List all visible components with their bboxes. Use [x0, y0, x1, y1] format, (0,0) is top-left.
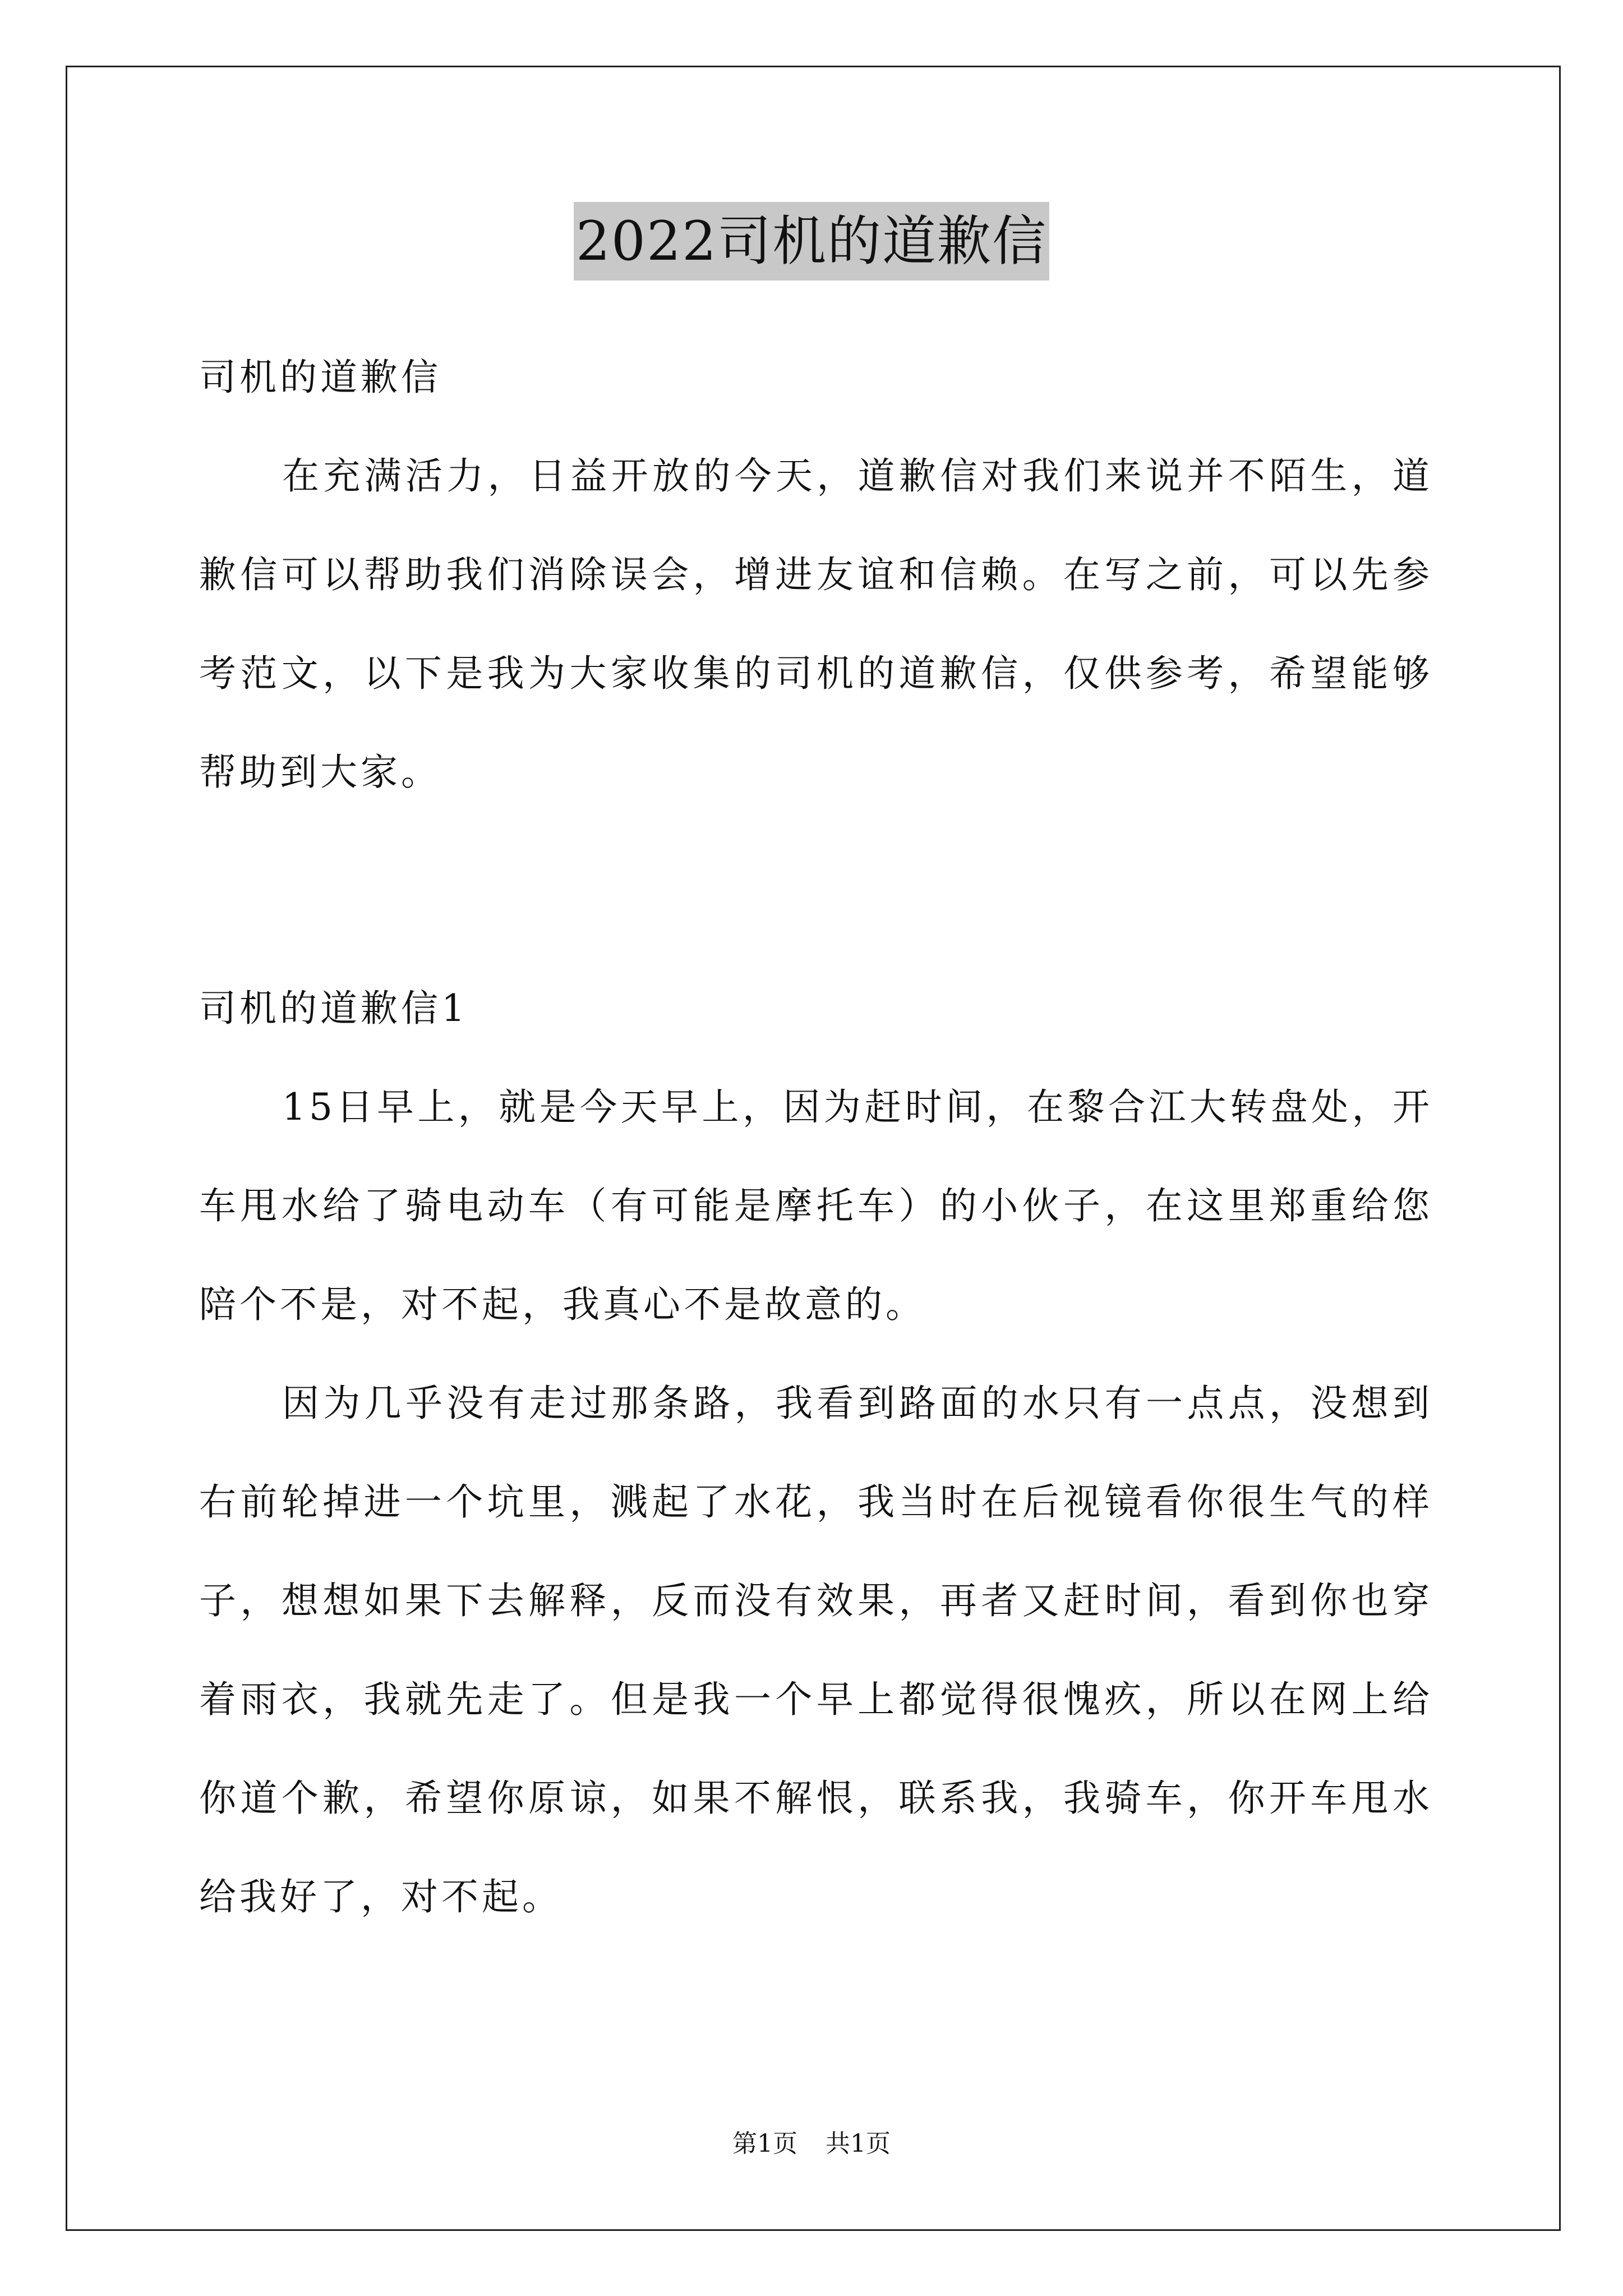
page-number-current: 第1页: [732, 2129, 797, 2158]
section-1-heading: 司机的道歉信1: [199, 987, 468, 1030]
section-1-paragraph-1: 15日早上，就是今天早上，因为赶时间，在黎合江大转盘处，开车甩水给了骑电动车（有可能是摩托车）的小伙子，在这里郑重给您陪个不是，对不起，我真心不是故意的。: [199, 1085, 1433, 1326]
title-container: [0, 202, 1623, 280]
page-number-total: 共1页: [826, 2129, 891, 2158]
intro-section: [199, 328, 1433, 822]
section-1-paragraph-2: 因为几乎没有走过那条路，我看到路面的水只有一点点，没想到右前轮掉进一个坑里，溅起了水花，我当时在后视镜看你很生气的样子，想想如果下去解释，反而没有效果，再者又赶时间，看到你也穿着雨衣，我就先走了。但是我一个早上都觉得很愧疚，所以在网上给你道个歉，希望你原谅，如果不解恨，联系我，我骑车，你开车甩水给我好了，对不起。: [199, 1382, 1433, 1918]
intro-heading: 司机的道歉信: [199, 356, 441, 399]
document-title: 2022司机的道歉信: [574, 202, 1049, 280]
page-footer: [0, 2127, 1623, 2161]
section-1: [199, 959, 1433, 1947]
intro-paragraph: 在充满活力，日益开放的今天，道歉信对我们来说并不陌生，道歉信可以帮助我们消除误会，增进友谊和信赖。在写之前，可以先参考范文，以下是我为大家收集的司机的道歉信，仅供参考，希望能够帮助到大家。: [199, 454, 1433, 794]
